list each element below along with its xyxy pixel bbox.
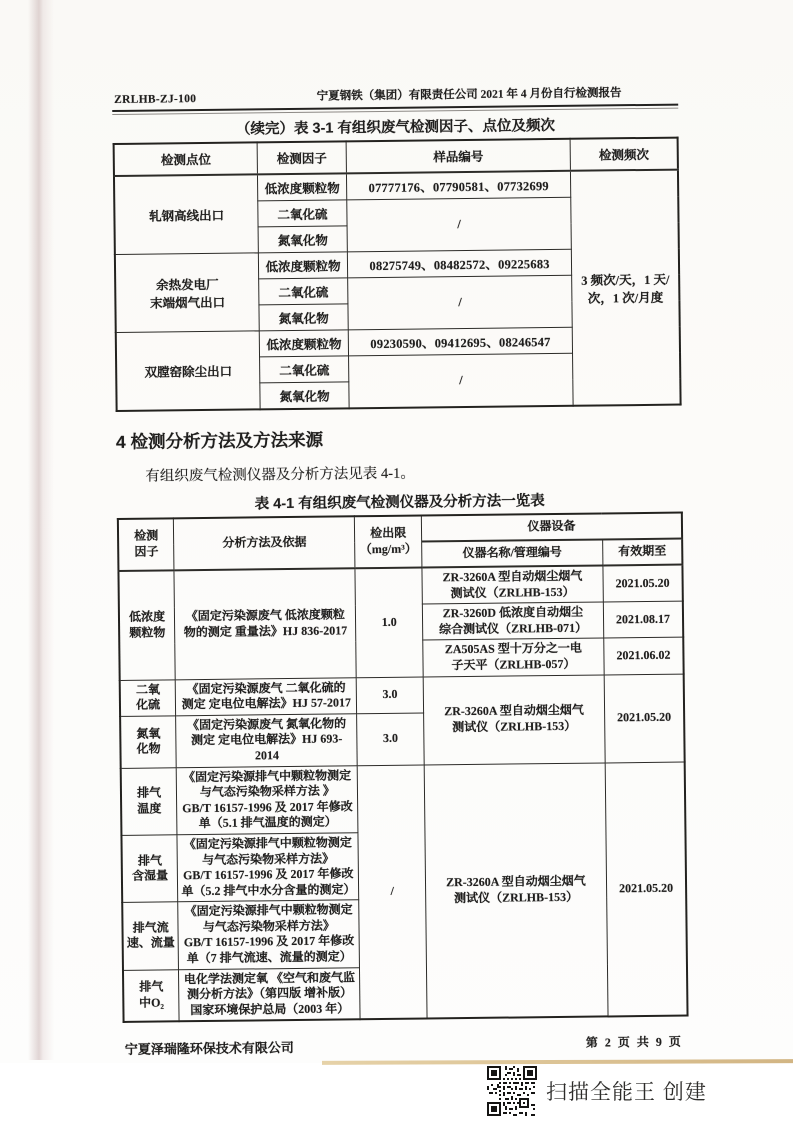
cell-factor: 排气 含湿量 (121, 835, 178, 903)
cell-method: 《固定污染源排气中颗粒物测定 与气态污染物采样方法》 GB/T 16157-1996 及 2017 年修改 单（5.2 排气中水分含量的测定） (177, 833, 359, 902)
cell-factor: 排气流 速、流量 (122, 902, 179, 970)
cell-limit: 3.0 (357, 677, 424, 714)
cell-factor: 低浓度 颗粒物 (118, 570, 175, 680)
table-3-1 (113, 137, 682, 412)
cell-samples-slash: / (347, 197, 572, 252)
cell-device-name: ZR-3260A 型自动烟尘烟气 测试仪（ZRLHB-153） (423, 675, 605, 765)
cell-site: 双膛窑除尘出口 (116, 331, 261, 411)
table-row (121, 762, 686, 836)
cell-site: 轧钢高线出口 (114, 174, 259, 254)
cell-valid-until: 2021.05.20 (603, 565, 683, 603)
col-header-limit: 检出限 （mg/m³） (355, 516, 422, 569)
cell-method: 《固定污染源废气 二氧化硫的 测定 定电位电解法》HJ 57-2017 (176, 677, 357, 715)
col-header-samples: 样品编号 (346, 139, 571, 174)
table-row (118, 565, 682, 608)
col-header-device-group: 仪器设备 (421, 513, 682, 542)
page-content (112, 84, 689, 1059)
cell-samples: 09230590、09412695、08246547 (348, 327, 573, 356)
col-header-method: 分析方法及依据 (174, 516, 356, 570)
camscanner-label: 扫描全能王 创建 (546, 1081, 707, 1104)
cell-method: 《固定污染源废气 低浓度颗粒 物的测定 重量法》HJ 836-2017 (174, 568, 356, 679)
cell-valid-until: 2021.05.20 (604, 674, 685, 763)
cell-factor: 排气 温度 (121, 767, 178, 835)
cell-factor: 排气 中O₂ (123, 969, 179, 1022)
cell-factor: 二氧 化硫 (120, 679, 176, 716)
cell-device-name: ZR-3260A 型自动烟尘烟气 测试仪（ZRLHB-153） (422, 565, 603, 604)
section-4-paragraph: 有组织废气检测仪器及分析方法见表 4-1。 (145, 465, 415, 485)
col-header-site: 检测点位 (114, 142, 258, 176)
col-header-frequency: 检测频次 (570, 138, 678, 171)
footer-company-name: 宁夏泽瑞隆环保技术有限公司 (124, 1040, 294, 1058)
cell-limit-slash: / (358, 765, 427, 1020)
cell-factor: 低浓度颗粒物 (259, 252, 348, 279)
cell-factor: 低浓度颗粒物 (258, 173, 347, 201)
table-row (114, 170, 678, 203)
table-row (120, 674, 684, 717)
cell-samples: 08275749、08482572、09225683 (347, 249, 572, 278)
cell-factor: 二氧化硫 (258, 200, 347, 227)
cell-factor: 氮氧化物 (260, 382, 349, 410)
col-header-valid-until: 有效期至 (603, 539, 683, 566)
camscanner-watermark (487, 1066, 707, 1116)
cell-method: 《固定污染源废气 氮氧化物的 测定 定电位电解法》HJ 693-2014 (176, 714, 358, 768)
footer-page-number: 第 2 页 共 9 页 (585, 1035, 683, 1051)
cell-device-name: ZR-3260D 低浓度自动烟尘 综合测试仪（ZRLHB-071） (422, 602, 603, 640)
cell-method: 《固定污染源排气中颗粒物测定 与气态污染物采样方法》 GB/T 16157-1996 及 2017 年修改 单（7 排气流速、流量的测定） (178, 900, 360, 969)
cell-factor: 低浓度颗粒物 (260, 330, 349, 357)
cell-method: 电化学法测定氧 《空气和废气监 测分析方法》（第四版 增补版） 国家环境保护总局（2003 年） (179, 967, 361, 1021)
page-left-edge-shadow (28, 0, 54, 1060)
cell-limit: 3.0 (357, 713, 424, 766)
cell-site: 余热发电厂 末端烟气出口 (115, 253, 260, 333)
table-3-1-title: （续完）表 3-1 有组织废气检测因子、点位及频次 (235, 117, 556, 138)
col-header-factor: 检测 因子 (118, 518, 174, 571)
cell-method: 《固定污染源排气中颗粒物测定 与气态污染物采样方法 》 GB/T 16157-1996 及 2017 年修改 单（5.1 排气温度的测定） (177, 765, 359, 834)
cell-valid-until: 2021.06.02 (604, 637, 684, 674)
cell-factor: 二氧化硫 (260, 356, 349, 383)
document-header-title: 宁夏钢铁（集团）有限责任公司 2021 年 4 月份自行检测报告 (316, 87, 622, 103)
cell-device-name: ZA505AS 型十万分之一电 子天平（ZRLHB-057） (423, 638, 604, 676)
table-4-1 (117, 512, 689, 1024)
cell-valid-until: 2021.05.20 (605, 762, 687, 1017)
col-header-device-name: 仪器名称/管理编号 (422, 539, 603, 567)
cell-frequency: 3 频次/天，1 天/次，1 次/月度 (571, 170, 681, 406)
cell-valid-until: 2021.08.17 (603, 601, 683, 638)
document-code: ZRLHB-ZJ-100 (114, 93, 197, 106)
cell-samples-slash: / (348, 275, 573, 330)
cell-factor: 二氧化硫 (259, 278, 348, 305)
cell-samples-slash: / (348, 353, 573, 408)
cell-factor: 氮氧 化物 (120, 716, 176, 768)
cell-factor: 氮氧化物 (258, 226, 347, 253)
cell-samples: 07777176、07790581、07732699 (346, 171, 571, 200)
cell-limit: 1.0 (355, 568, 423, 678)
qr-code-icon (487, 1066, 537, 1116)
section-4-heading: 4 检测分析方法及方法来源 (115, 429, 324, 452)
col-header-factor: 检测因子 (257, 141, 346, 174)
cell-device-name: ZR-3260A 型自动烟尘烟气 测试仪（ZRLHB-153） (424, 762, 608, 1018)
table-4-1-title: 表 4-1 有组织废气检测仪器及分析方法一览表 (254, 493, 545, 513)
cell-factor: 氮氧化物 (259, 304, 348, 331)
